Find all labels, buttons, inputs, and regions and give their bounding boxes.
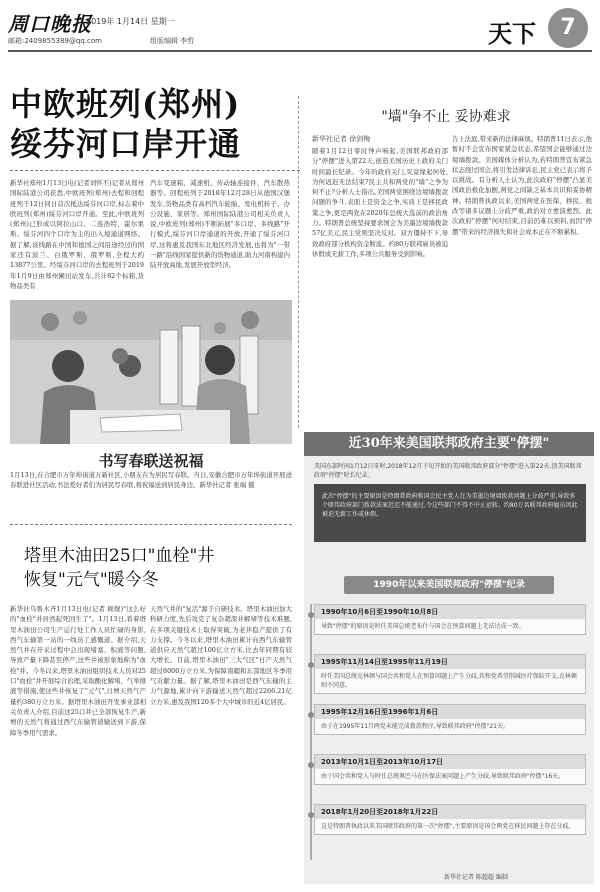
event-description: 由于在1995年11月两党未能完成拨款程序,导致联邦政府"停摆"21天。 (321, 723, 509, 730)
story2-body-col1: 新华社乌鲁木齐1月13日电(记者 顾煜)"这么好的"血栓"井居然起死回生了"。1月13日,看着塔里木油田公司生产运行处工作人员忙碌的身影,西气东输第一站的一线员工感慨道。据介绍,天然气井在开采过程中会出现堵塞、积液等问题,导致产量下降甚至停产,这些井被形象地称为"血栓"井。今冬以来,塔里木油田组织技术人员对25口"血栓"井开展综合治理,采取酸化解堵、气举排液等措施,使这些井恢复了"元气",日增天然气产量约380万立方米。据塔里木油田开发事业部相关负责人介绍,目前这25口井已全部恢复生产,新增的天然气将通过西气东输管道输送到下游,保障冬季用气需求。 (10, 605, 146, 737)
masthead (0, 0, 600, 62)
photo-caption-title: 书写春联送祝福 (98, 452, 204, 470)
issue-date: 2019年 1月14日 星期一 (86, 17, 175, 26)
newspaper-logo: 周口晚报 (8, 12, 92, 36)
timeline-event-5 (314, 804, 586, 835)
infographic-subtitle: 1990年以来美国联邦政府"停摆"纪录 (344, 576, 554, 594)
infographic-summary: 此次"停摆"的主要原因是特朗普政府和国会民主党人在为美墨边境墙拨款问题上分歧严重,导致多个联邦政府部门拨款法案迟迟不能通过,令这些部门不得不中止运转。约80万名联邦政府雇员因此被迫无薪工作或休假。 (314, 484, 586, 542)
event-description: 时任美国总统克林顿与国会共和党人在预算问题上产生分歧,共和党希望削减医疗保险开支,克林顿则不同意。 (321, 673, 577, 689)
event-date: 1995年11月14日至1995年11月19日 (315, 655, 585, 669)
story1-headline (10, 84, 300, 164)
infographic-credit: 新华社记者 陈超超 编制 (444, 874, 508, 881)
story2-headline-line2: 恢复"元气"暖今冬 (24, 570, 159, 590)
timeline-event-1 (314, 604, 586, 635)
news-photo-couplets (10, 300, 292, 444)
infographic-intro: 美国东部时间1月12日零时,2018年12月下旬开始的美国联邦政府部分"停摆"进入第22天,创美国联邦政府"停摆"时长纪录。 (314, 463, 582, 479)
story1-headline-line2: 绥芬河口岸开通 (10, 125, 242, 163)
event-description: 导致"停摆"的原因是时任美国总统老布什与国会在预算问题上无法达成一致。 (321, 623, 525, 630)
timeline-event-2 (314, 654, 586, 694)
event-date: 2013年10月1日至2013年10月17日 (315, 755, 585, 769)
story1-body-col2: 汽车变速箱、减速机、传动轴连接件、汽车散热器等。回程班列于2018年12月28日从德国汉堡发车,货物品类有高档汽车轮胎、发电机转子、办公设施、家居等。郑州国际陆港公司相关负责人说,中欧班列(郑州)不断拓展"多口岸、多线路"开行模式,绥芬河口岸通道的开放,开通了绥芬河口岸,这将惠及我国东北地区经济发展,也将为"一带一路"沿线国家提供新的货物通道,助力河南构建内陆开放高地,发展开放型经济。 (150, 179, 290, 270)
commentary-body-col2: 告上法庭,带来新的法律麻烦。特朗普11日表示,他暂时不会宣布国家紧急状态,希望国会能够通过边境墙拨款。美国媒体分析认为,若特朗普宣布紧急状态绕过国会,将引发法律诉讼,民主党已表示将予以挑战。有分析人士认为,此次政府"停摆"凸显美国政治极化加剧,两党之间缺乏基本共识和妥协精神。特朗普执政以来,美国两党在医保、移民、税改等诸多议题上分歧严重,政治对立愈演愈烈。此次政府"停摆"何时结束,目前仍难以预料,而因"停摆"带来的经济损失和社会成本正在不断累积。 (452, 135, 593, 236)
story1-body-col1: 新华社郑州1月13日电(记者刘怀丕)记者从郑州国际陆港公司获悉,中欧班列(郑州)去程和回程班列于12日同日首次抵达绥芬河口岸,标志着中欧班列(郑州)绥芬河口岸开通。至此,中欧班列(郑州)已形成以阿拉山口、二连浩特、霍尔果斯、绥芬河四个口岸为主的出入境通道网络。据了解,该线路在中国和德国之间沿途经过的国家还有波兰、白俄罗斯、俄罗斯,全程大约13877公里。经绥芬河口岸的去程班列于2019年1月9日由郑州圃田站发车,共计82个标箱,货物品类有 (10, 179, 144, 290)
timeline-event-4 (314, 754, 586, 785)
event-description: 这是特朗普执政以来美国联邦政府的第一次"停摆",主要原因是国会两党在移民问题上存在分歧。 (321, 823, 575, 830)
story2-headline (24, 544, 294, 592)
story-divider (10, 524, 292, 525)
event-date: 1995年12月16日至1996年1月6日 (315, 705, 585, 719)
page-number-badge: 7 (548, 8, 588, 48)
story1-headline-line1: 中欧班列(郑州) (10, 85, 241, 123)
photo-illustration (10, 300, 292, 444)
headline-divider (10, 170, 300, 171)
timeline-event-3 (314, 704, 586, 735)
story2-headline-line1: 塔里木油田25口"血栓"井 (24, 546, 215, 566)
header-divider (8, 50, 592, 52)
contact-email: 邮箱:2409855389@qq.com (8, 37, 102, 45)
commentary-byline: 新华社记者 徐剑梅 (312, 135, 371, 143)
photo-caption: 1月13日,在合肥市万年埠街道万新社区,小朋友在为居民写春联。当日,安徽合肥市万年埠街道开展送春联进社区活动,书法爱好者们为居民写春联,将祝福送到居民身边。新华社记者 张端 摄 (10, 471, 292, 490)
commentary-body-col1: 随着1月12日零时钟声响起,美国联邦政府部分"停摆"进入第22天,创造美国历史上政府关门时间最长纪录。今年的政府关门,究竟缘起何处,为何迟迟无法结束?民主共和两党的"墙"之争为何不止?分析人士指出,美国两党围绕边境墙拨款问题的争斗,表面上是资金之争,实质上是移民政策之争,更是两党在2020年总统大选前的政治角力。特朗普总统坚持要求国会为美墨边境墙拨款57亿美元,民主党则坚决反对。双方僵持不下,导致政府部分机构资金断流。约80万联邦雇员被迫休假或无薪工作,多项公共服务受到影响。 (312, 147, 448, 258)
section-title: 天下 (488, 19, 536, 48)
timeline-line (310, 604, 312, 860)
commentary-title: "墙"争不止 妥协难求 (381, 109, 511, 125)
event-description: 由于国会共和党人与时任总统奥巴马在医保法案问题上产生分歧,导致联邦政府"停摆"16天。 (321, 773, 565, 780)
layout-editor: 组版编辑 李哲 (150, 37, 195, 45)
event-date: 1990年10月6日至1990年10月8日 (315, 605, 585, 619)
story2-body-col2: 天然气井的"复活"源于自研技术。塔里木油田加大科研力度,先后攻克了复杂超深井解堵等技术难题,在多项关键技术上取得突破,为老井稳产提供了有力支撑。今冬以来,塔里木油田累计向西气东输管道供应天然气超过100亿立方米,比去年同期有较大增长。目前,塔里木油田"三大气区"日产天然气超过8000万立方米,为保障南疆和东部地区冬季用气贡献力量。据了解,塔里木油田是西气东输的主力气源地,累计向下游输送天然气超过2266.21亿立方米,惠及我国120多个大中城市的近4亿居民。 (150, 605, 292, 706)
event-date: 2018年1月20日至2018年1月22日 (315, 805, 585, 819)
infographic-banner-title: 近30年来美国联邦政府主要"停摆" (348, 436, 550, 451)
